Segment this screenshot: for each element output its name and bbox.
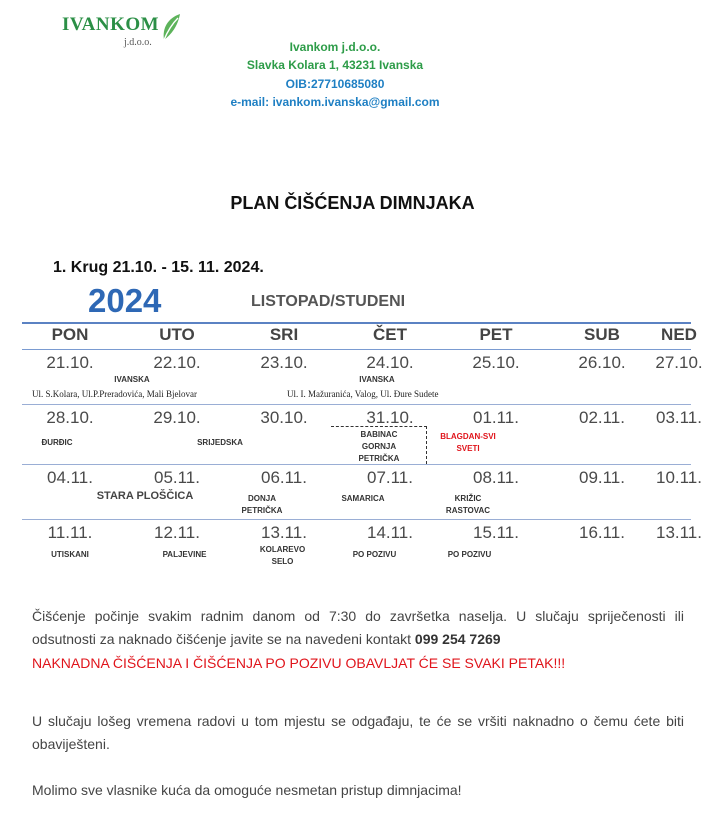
date-cell: 24.10. xyxy=(366,353,414,372)
location-label: ĐURĐIC xyxy=(41,438,73,447)
location-label: UTISKANI xyxy=(51,550,89,559)
logo-sub: j.d.o.o. xyxy=(124,37,152,48)
date-cell: 15.11. xyxy=(472,523,519,542)
dashed-border xyxy=(331,426,427,427)
day-header-thu: ČET xyxy=(373,325,407,344)
leaf-icon xyxy=(160,12,182,42)
street-list: Ul. S.Kolara, Ul.P.Preradovića, Mali Bjelovar xyxy=(32,389,197,399)
location-label: DONJA PETRIČKA xyxy=(241,494,283,515)
location-label: SRIJEDSKA xyxy=(197,438,243,447)
date-cell: 09.11. xyxy=(578,468,625,487)
date-cell: 28.10. xyxy=(46,408,94,427)
date-cell: 06.11. xyxy=(260,468,307,487)
notice-text: NAKNADNA ČIŠĆENJA I ČIŠĆENJA PO POZIVU OBAVLJAT ĆE SE SVAKI PETAK!!! xyxy=(32,655,566,671)
date-cell: 03.11. xyxy=(655,408,702,427)
day-header-mon: PON xyxy=(51,325,89,344)
date-cell: 22.10. xyxy=(153,353,201,372)
date-cell: 21.10. xyxy=(46,353,94,372)
dashed-border xyxy=(426,426,427,464)
date-cell: 27.10. xyxy=(655,353,703,372)
logo-name: IVANKOM xyxy=(62,14,160,35)
date-cell: 26.10. xyxy=(578,353,626,372)
date-cell: 08.11. xyxy=(472,468,519,487)
header-divider xyxy=(22,349,691,350)
date-cell: 07.11. xyxy=(366,468,413,487)
contact-phone: 099 254 7269 xyxy=(414,631,501,647)
row-divider xyxy=(22,404,691,405)
date-cell: 13.11. xyxy=(260,523,307,542)
location-label: STARA PLOŠČICA xyxy=(96,490,194,502)
location-label: IVANSKA xyxy=(114,375,150,384)
date-cell: 12.11. xyxy=(153,523,200,542)
date-cell: 16.11. xyxy=(578,523,625,542)
day-header-wed: SRI xyxy=(269,325,299,344)
row-divider xyxy=(22,464,691,465)
date-cell: 31.10. xyxy=(366,408,414,427)
date-cell: 25.10. xyxy=(472,353,520,372)
weather-info: U slučaju lošeg vremena radovi u tom mjestu se odgađaju, te će se vršiti naknadno o čemu ćete biti obaviješteni. xyxy=(32,713,684,752)
date-cell: 02.11. xyxy=(578,408,625,427)
date-cell: 23.10. xyxy=(260,353,308,372)
calendar-top-border xyxy=(22,322,691,324)
location-label: BABINAC GORNJA PETRIČKA xyxy=(358,430,400,463)
location-label: KRIŽIC RASTOVAC xyxy=(445,494,491,515)
date-cell: 30.10. xyxy=(260,408,308,427)
date-cell: 04.11. xyxy=(46,468,93,487)
company-oib: OIB:27710685080 xyxy=(285,77,385,91)
location-label: KOLAREVO SELO xyxy=(259,545,306,566)
company-logo xyxy=(62,14,182,48)
schedule-info-text: Čišćenje počinje svakim radnim danom od 7:30 do završetka naselja. U slučaju spriječenosti ili odsutnosti za naknado čišćenje javite se na navedeni kontakt xyxy=(32,608,684,647)
company-email: e-mail: ivankom.ivanska@gmail.com xyxy=(230,95,440,109)
day-header-tue: UTO xyxy=(159,325,195,344)
date-cell: 13.11. xyxy=(655,523,702,542)
company-address: Slavka Kolara 1, 43231 Ivanska xyxy=(246,58,424,72)
round-heading: 1. Krug 21.10. - 15. 11. 2024. xyxy=(53,259,264,276)
date-cell: 05.11. xyxy=(153,468,200,487)
date-cell: 29.10. xyxy=(153,408,201,427)
calendar-month: LISTOPAD/STUDENI xyxy=(251,293,406,310)
schedule-info xyxy=(32,605,684,651)
calendar-year: 2024 xyxy=(88,282,162,319)
date-cell: 10.11. xyxy=(655,468,702,487)
day-header-sat: SUB xyxy=(584,325,620,344)
date-cell: 01.11. xyxy=(472,408,519,427)
location-label: PO POZIVU xyxy=(447,550,492,559)
page-title: PLAN ČIŠĆENJA DIMNJAKA xyxy=(230,193,475,213)
location-label: PO POZIVU xyxy=(352,550,397,559)
street-list: Ul. I. Mažuranića, Valog, Ul. Đure Sudete xyxy=(287,389,439,399)
location-label: SAMARICA xyxy=(341,494,385,503)
location-label: IVANSKA xyxy=(359,375,395,384)
date-cell: 11.11. xyxy=(47,523,93,542)
row-divider xyxy=(22,519,691,520)
location-label: PALJEVINE xyxy=(162,550,207,559)
holiday-label: BLAGDAN-SVI SVETI xyxy=(440,432,496,453)
company-name: Ivankom j.d.o.o. xyxy=(289,40,381,54)
day-header-sun: NED xyxy=(661,325,697,344)
access-request: Molimo sve vlasnike kuća da omoguće nesmetan pristup dimnjacima! xyxy=(32,782,462,798)
date-cell: 14.11. xyxy=(366,523,413,542)
day-header-fri: PET xyxy=(479,325,513,344)
